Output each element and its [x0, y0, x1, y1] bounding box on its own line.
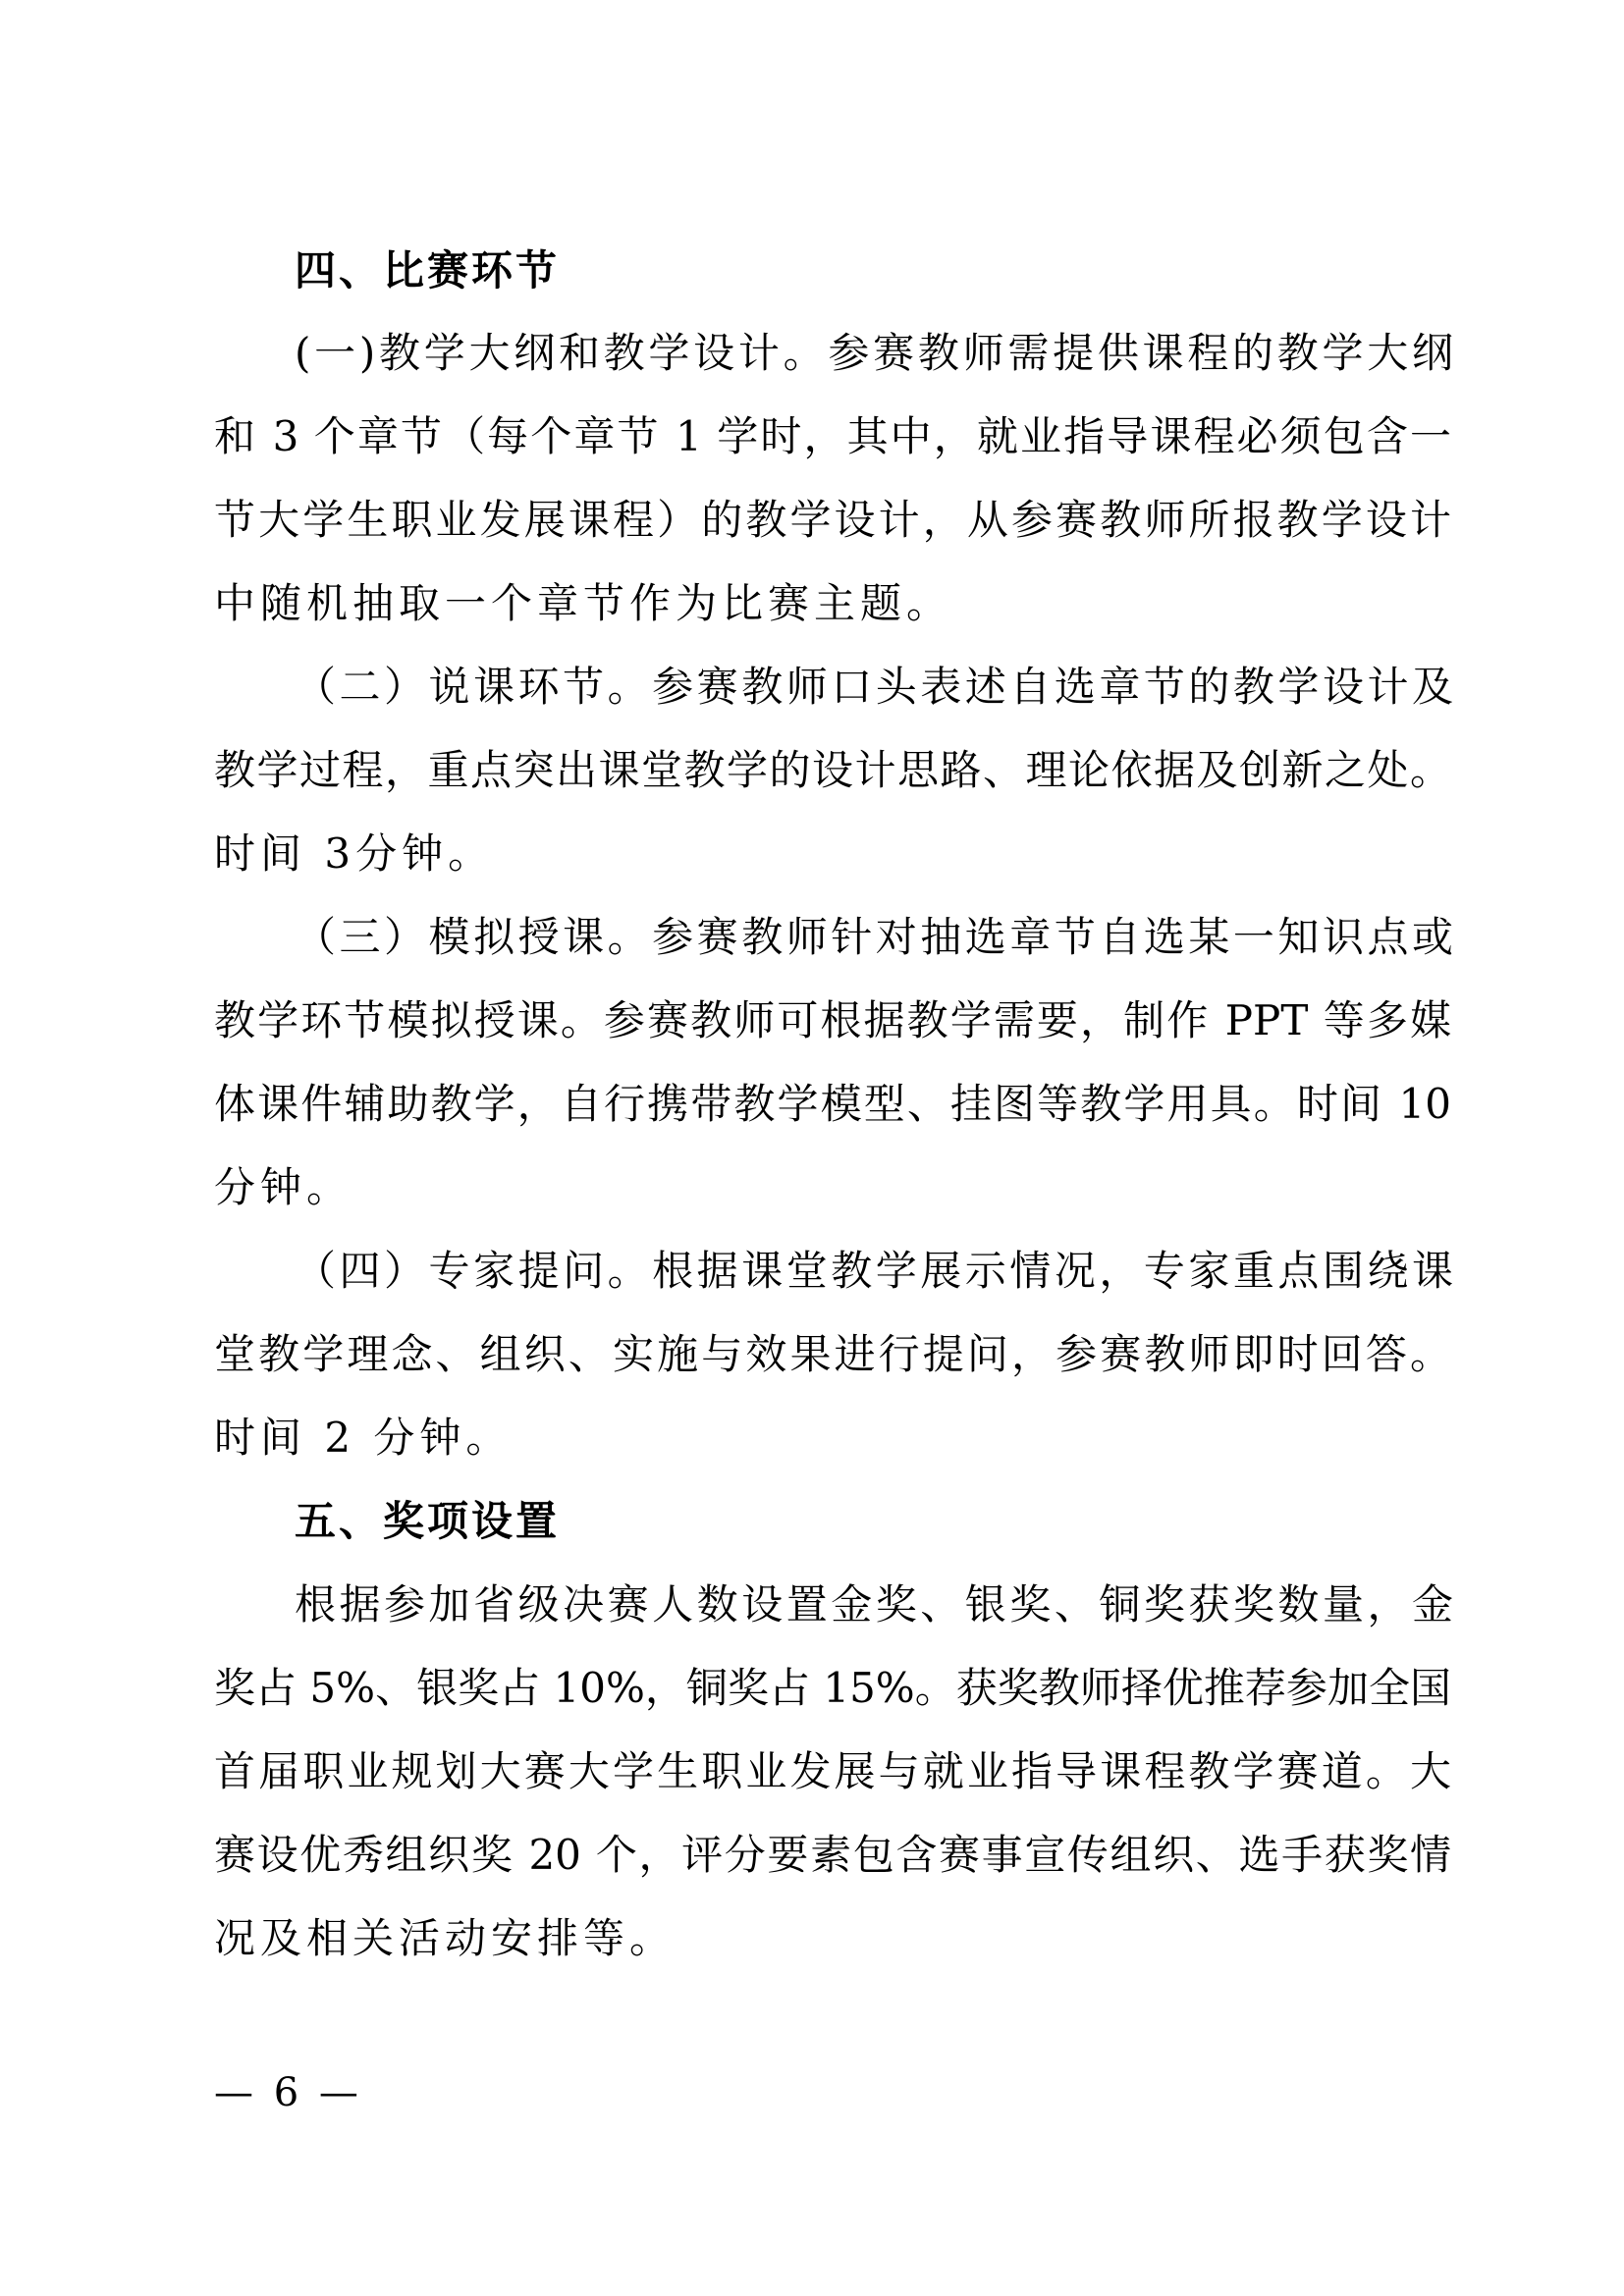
page-number: — 6 —: [214, 2070, 362, 2115]
paragraph-line: （四）专家提问。根据课堂教学展示情况，专家重点围绕课: [295, 1247, 1453, 1295]
paragraph-line: 教学环节模拟授课。参赛教师可根据教学需要，制作 PPT 等多媒: [214, 996, 1451, 1044]
paragraph-line: 首届职业规划大赛大学生职业发展与就业指导课程教学赛道。大: [214, 1747, 1451, 1795]
paragraph-line: 根据参加省级决赛人数设置金奖、银奖、铜奖获奖数量，金: [295, 1580, 1453, 1629]
paragraph-line: 分钟。: [214, 1163, 353, 1211]
paragraph-line: （二）说课环节。参赛教师口头表述自选章节的教学设计及: [295, 663, 1453, 711]
paragraph-line: 赛设优秀组织奖 20 个，评分要素包含赛事宣传组织、选手获奖情: [214, 1831, 1451, 1879]
paragraph-line: 教学过程，重点突出课堂教学的设计思路、理论依据及创新之处。: [214, 746, 1451, 794]
paragraph-line: 时间 3分钟。: [214, 829, 495, 878]
paragraph-line: (一)教学大纲和教学设计。参赛教师需提供课程的教学大纲: [295, 329, 1453, 377]
paragraph-line: 况及相关活动安排等。: [214, 1914, 677, 1962]
paragraph-line: 堂教学理念、组织、实施与效果进行提问，参赛教师即时回答。: [214, 1330, 1451, 1378]
section-heading-competition-stages: 四、比赛环节: [295, 246, 561, 294]
paragraph-line: 体课件辅助教学，自行携带教学模型、挂图等教学用具。时间 10: [214, 1080, 1451, 1128]
paragraph-line: 中随机抽取一个章节作为比赛主题。: [214, 579, 953, 627]
paragraph-line: 和 3 个章节（每个章节 1 学时，其中，就业指导课程必须包含一: [214, 412, 1451, 460]
paragraph-line: 节大学生职业发展课程）的教学设计，从参赛教师所报教学设计: [214, 496, 1451, 544]
section-heading-award-settings: 五、奖项设置: [295, 1497, 561, 1545]
paragraph-line: 时间 2 分钟。: [214, 1414, 513, 1462]
paragraph-line: （三）模拟授课。参赛教师针对抽选章节自选某一知识点或: [295, 913, 1453, 961]
paragraph-line: 奖占 5%、银奖占 10%，铜奖占 15%。获奖教师择优推荐参加全国: [214, 1664, 1451, 1712]
